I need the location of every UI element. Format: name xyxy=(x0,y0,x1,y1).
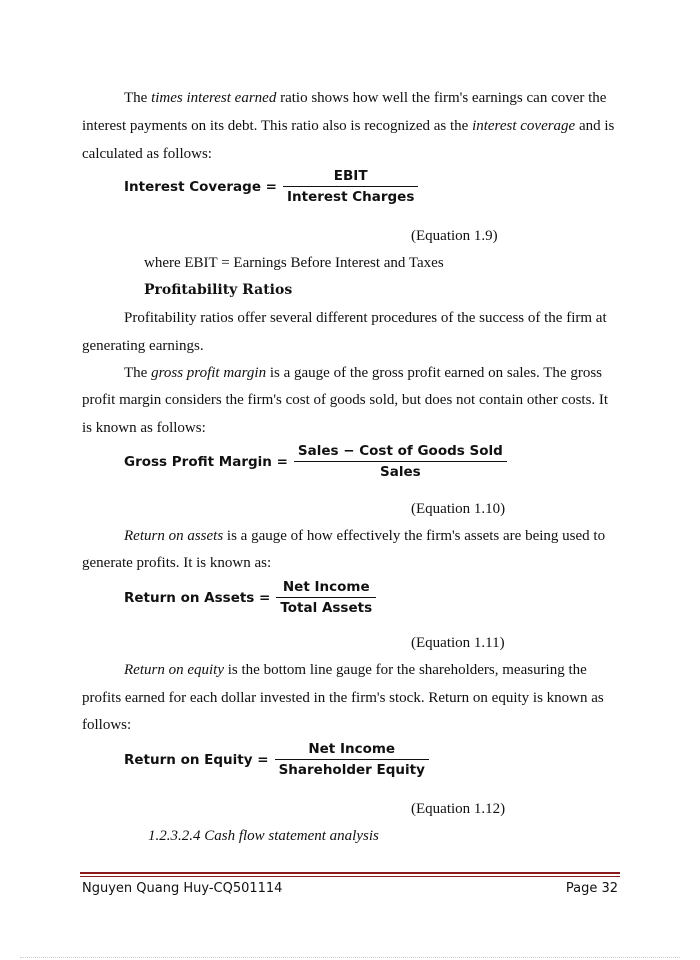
equation-lhs: Gross Profit Margin = xyxy=(124,453,288,470)
term-return-on-equity: Return on equity xyxy=(124,662,224,678)
fraction xyxy=(276,577,376,618)
subsection-heading-cash-flow: 1.2.3.2.4 Cash flow statement analysis xyxy=(148,828,379,844)
para-times-interest-line2: interest payments on its debt. This ratio also is recognized as the interest coverage and is xyxy=(82,118,615,134)
where-ebit-definition: where EBIT = Earnings Before Interest and Taxes xyxy=(144,255,444,271)
equation-lhs: Return on Equity = xyxy=(124,751,269,768)
footer-rule xyxy=(80,872,620,874)
equation-label-1-10: (Equation 1.10) xyxy=(411,501,506,517)
para-times-interest-line1: The times interest earned ratio shows how well the firm's earnings can cover the xyxy=(124,90,607,106)
para-profitability-line2: generating earnings. xyxy=(82,338,204,354)
denominator: Total Assets xyxy=(280,600,373,616)
equation-gross-profit-margin xyxy=(124,441,507,482)
equation-label-1-11: (Equation 1.11) xyxy=(411,635,505,651)
para-profitability-line1: Profitability ratios offer several different procedures of the success of the firm at xyxy=(124,310,607,326)
fraction xyxy=(275,739,429,780)
term-interest-coverage: interest coverage xyxy=(472,118,576,134)
para-gross-margin-line2: profit margin considers the firm's cost of goods sold, but does not contain other costs. It xyxy=(82,392,609,408)
equation-label-1-12: (Equation 1.12) xyxy=(411,801,506,817)
denominator: Shareholder Equity xyxy=(278,762,425,778)
footer-rule-thin xyxy=(80,876,620,877)
footer-page-number: Page 32 xyxy=(565,881,618,896)
para-times-interest-line3: calculated as follows: xyxy=(82,146,212,162)
equation-lhs: Interest Coverage = xyxy=(124,178,277,195)
equation-return-on-equity xyxy=(124,739,429,780)
numerator: Sales − Cost of Goods Sold xyxy=(297,443,503,459)
term-times-interest-earned: times interest earned xyxy=(151,90,277,106)
numerator: Net Income xyxy=(282,579,370,595)
footer-author: Nguyen Quang Huy-CQ501114 xyxy=(82,881,283,896)
denominator: Interest Charges xyxy=(286,189,415,205)
para-roa-line1: Return on assets is a gauge of how effectively the firm's assets are being used to xyxy=(124,528,606,544)
para-roe-line2: profits earned for each dollar invested in the firm's stock. Return on equity is known as xyxy=(82,690,604,706)
equation-interest-coverage xyxy=(124,166,418,207)
term-gross-profit-margin: gross profit margin xyxy=(151,365,267,381)
numerator: EBIT xyxy=(333,168,368,184)
page-bottom-border xyxy=(20,957,680,958)
fraction xyxy=(294,441,507,482)
para-roa-line2: generate profits. It is known as: xyxy=(82,555,272,571)
para-gross-margin-line3: is known as follows: xyxy=(82,420,206,436)
equation-label-1-9: (Equation 1.9) xyxy=(411,228,498,244)
term-return-on-assets: Return on assets xyxy=(124,528,224,544)
para-roe-line3: follows: xyxy=(82,717,132,733)
equation-return-on-assets xyxy=(124,577,376,618)
numerator: Net Income xyxy=(308,741,396,757)
denominator: Sales xyxy=(380,464,421,480)
fraction xyxy=(283,166,418,207)
para-gross-margin-line1: The gross profit margin is a gauge of the gross profit earned on sales. The gross xyxy=(124,365,602,381)
section-heading-profitability: Profitability Ratios xyxy=(144,282,293,298)
para-roe-line1: Return on equity is the bottom line gauge for the shareholders, measuring the xyxy=(124,662,587,678)
equation-lhs: Return on Assets = xyxy=(124,589,271,606)
